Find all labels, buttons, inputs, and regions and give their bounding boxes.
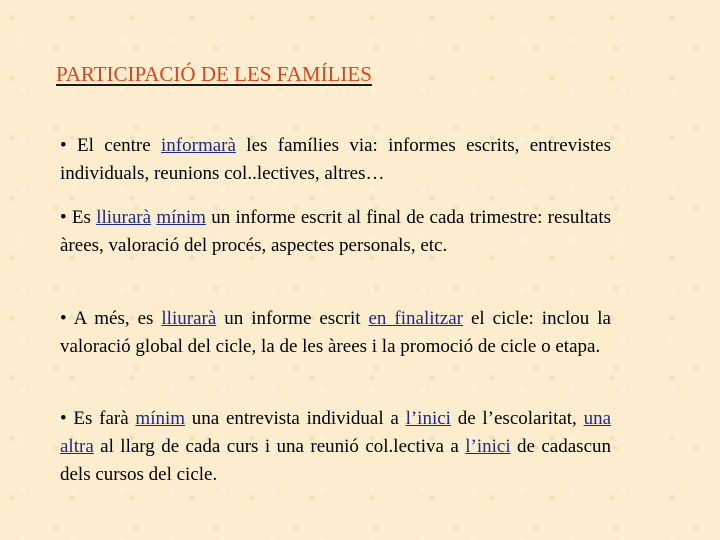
text-run: de cadascun dels cursos del cicle. <box>60 436 612 485</box>
link-finalitzar[interactable]: finalitzar <box>394 308 463 329</box>
text-run: el cicle: inclou la valoració global del cicle, la de les àrees i la promoció de cicle o etapa. <box>60 308 611 357</box>
link-minim[interactable]: mínim <box>156 207 206 228</box>
text-run: les famílies via: informes escrits, entrevistes individuals, reunions col..lectives, altres… <box>60 135 611 184</box>
text-run: El centre <box>66 135 162 156</box>
bullet-marker: • <box>60 135 67 156</box>
link-inici[interactable]: l’inici <box>405 408 451 429</box>
link-minim[interactable]: mínim <box>135 408 186 429</box>
slide-title: PARTICIPACIÓ DE LES FAMÍLIES <box>56 62 372 86</box>
link-informara[interactable]: informarà <box>161 135 236 156</box>
text-run: Es <box>66 207 97 228</box>
bullet-informar <box>60 132 611 188</box>
bullet-marker: • <box>60 207 67 228</box>
link-en[interactable]: en <box>368 308 395 329</box>
bullet-marker: • <box>60 308 67 329</box>
text-run: al llarg de cada curs i una reunió col.lectiva a <box>93 436 466 457</box>
link-inici[interactable]: l’inici <box>465 436 511 457</box>
text-run: de l’escolaritat, <box>450 408 584 429</box>
text-run: una entrevista individual a <box>185 408 406 429</box>
bullet-informe-cicle <box>60 305 611 361</box>
bullet-entrevista <box>60 405 611 489</box>
bullet-informe-trimestre <box>60 204 611 260</box>
link-lliurara[interactable]: lliurarà <box>96 207 152 228</box>
link-una-altra[interactable]: una altra <box>60 408 611 457</box>
text-run: un informe escrit al final de cada trimestre: resultats àrees, valoració del procés, aspectes personals, etc. <box>60 207 611 256</box>
link-lliurara[interactable]: lliurarà <box>161 308 217 329</box>
text-run: A més, es <box>66 308 162 329</box>
text-run: Es farà <box>66 408 136 429</box>
text-run: un informe escrit <box>216 308 369 329</box>
bullet-marker: • <box>60 408 67 429</box>
